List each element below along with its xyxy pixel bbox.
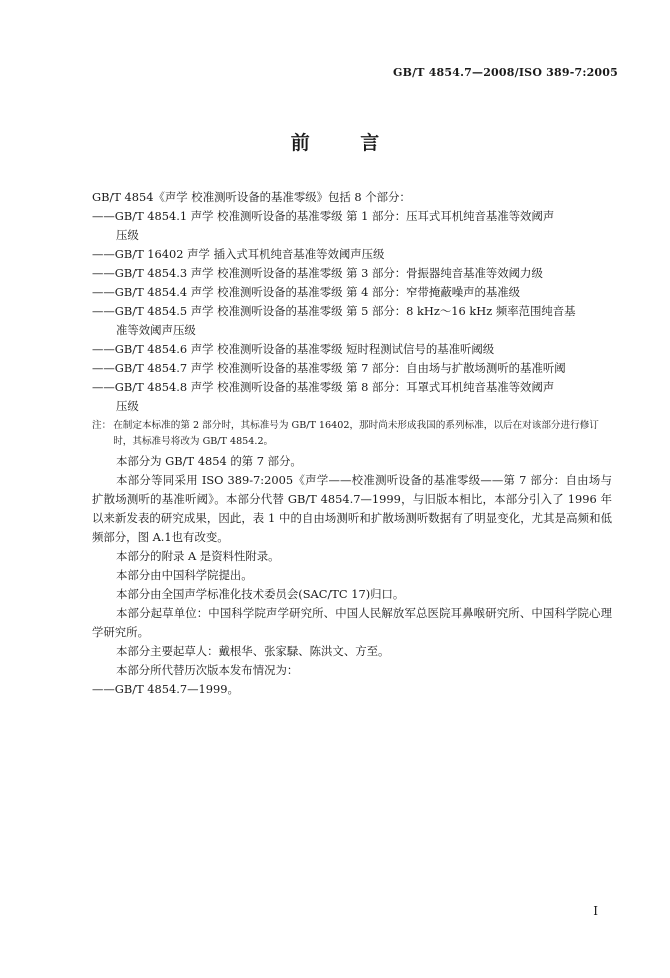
- part-line: ——GB/T 4854.6 声学 校准测听设备的基准零级 短时程测试信号的基准听阈级: [92, 342, 495, 356]
- parts-list: [92, 207, 612, 416]
- part-line: ——GB/T 4854.7 声学 校准测听设备的基准零级 第 7 部分：自由场与扩散场测听的基准听阈: [92, 361, 566, 375]
- page-number: I: [593, 904, 598, 918]
- list-item: [92, 207, 612, 245]
- part-line-continued: 压级: [116, 399, 139, 413]
- list-item: [92, 359, 612, 378]
- paragraph-proposed: 本部分由中国科学院提出。: [116, 568, 253, 582]
- paragraph-equivalent: 本部分等同采用 ISO 389-7:2005《声学——校准测听设备的基准零级——第 7 部分：自由场与扩散场测听的基准听阈》。本部分代替 GB/T 4854.7—1999，与旧版本相比，本部分引入了 1996 年以来新发表的研究成果，因此，表 1 中的自由场测听和扩散场测听数据有了明显变化，尤其是高频和低频部分，图 A.1也有改变。: [92, 473, 612, 544]
- note-label: 注：: [92, 420, 112, 431]
- part-line: ——GB/T 4854.3 声学 校准测听设备的基准零级 第 3 部分：骨振器纯音基准等效阈力级: [92, 266, 543, 280]
- paragraph-history: 本部分所代替历次版本发布情况为：: [116, 663, 299, 677]
- note: [92, 418, 612, 450]
- standard-code: GB/T 4854.7—2008/ISO 389-7:2005: [392, 66, 618, 79]
- paragraph-drafting-units: 本部分起草单位：中国科学院声学研究所、中国人民解放军总医院耳鼻喉研究所、中国科学院心理学研究所。: [92, 606, 612, 639]
- list-item: [92, 340, 612, 359]
- paragraph-history-item: ——GB/T 4854.7—1999。: [92, 682, 239, 696]
- note-text: 在制定本标准的第 2 部分时，其标准号为 GB/T 16402，那时尚未形成我国的系列标准，以后在对该部分进行修订时，其标准号将改为 GB/T 4854.2。: [113, 420, 599, 447]
- part-line: ——GB/T 4854.8 声学 校准测听设备的基准零级 第 8 部分：耳罩式耳机纯音基准等效阈声: [92, 380, 555, 394]
- part-line: ——GB/T 4854.4 声学 校准测听设备的基准零级 第 4 部分：窄带掩蔽噪声的基准级: [92, 285, 521, 299]
- list-item: [92, 245, 612, 264]
- paragraph-centralized: 本部分由全国声学标准化技术委员会(SAC/TC 17)归口。: [116, 587, 405, 601]
- list-item: [92, 378, 612, 416]
- paragraph-annex: 本部分的附录 A 是资料性附录。: [116, 549, 280, 563]
- list-item: [92, 264, 612, 283]
- part-line: ——GB/T 4854.1 声学 校准测听设备的基准零级 第 1 部分：压耳式耳机纯音基准等效阈声: [92, 209, 555, 223]
- intro-line: GB/T 4854《声学 校准测听设备的基准零级》包括 8 个部分：: [92, 190, 411, 204]
- paragraph-part: 本部分为 GB/T 4854 的第 7 部分。: [116, 454, 302, 468]
- page-title: 前 言: [290, 132, 402, 154]
- part-line: ——GB/T 4854.5 声学 校准测听设备的基准零级 第 5 部分：8 kHz～16 kHz 频率范围纯音基: [92, 304, 576, 318]
- paragraph-drafters: 本部分主要起草人：戴根华、张家騄、陈洪文、方至。: [116, 644, 390, 658]
- part-line: ——GB/T 16402 声学 插入式耳机纯音基准等效阈声压级: [92, 247, 385, 261]
- part-line-continued: 压级: [116, 228, 139, 242]
- list-item: [92, 302, 612, 340]
- foreword-content: [92, 188, 612, 699]
- part-line-continued: 准等效阈声压级: [116, 323, 196, 337]
- list-item: [92, 283, 612, 302]
